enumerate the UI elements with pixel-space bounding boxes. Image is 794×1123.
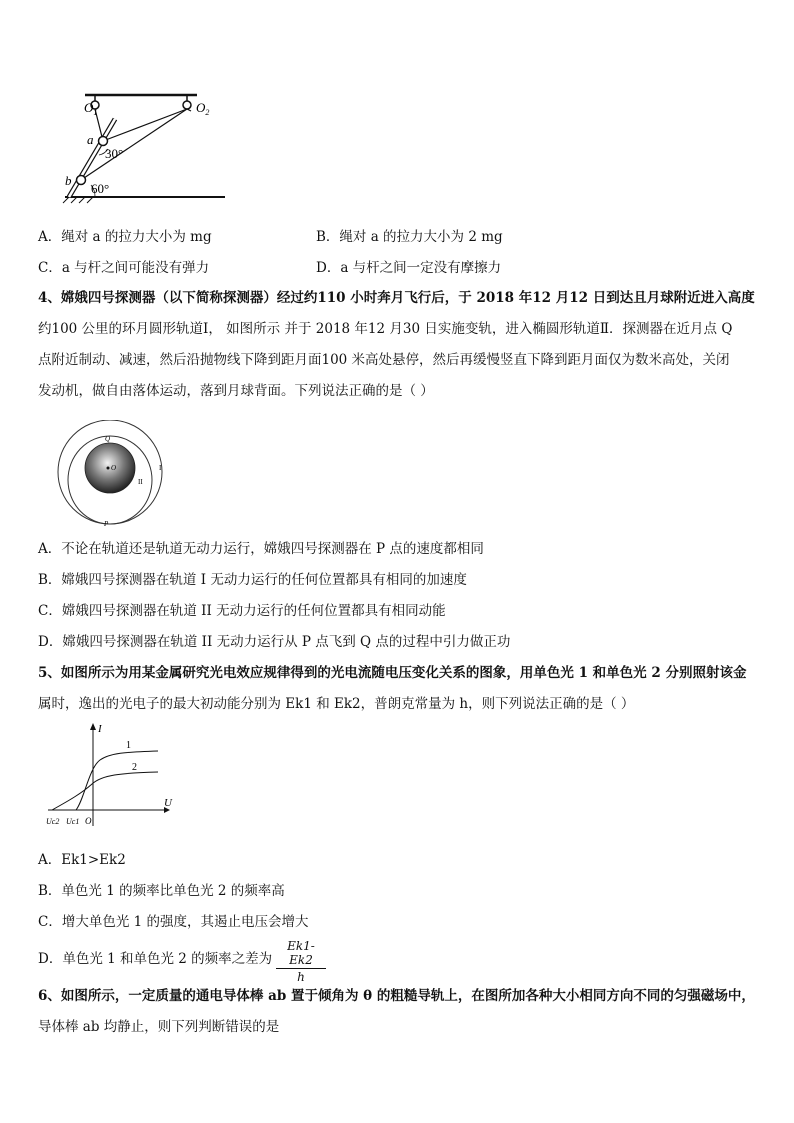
q5-axis-i: I — [98, 723, 102, 735]
q3-option-c[interactable]: C．a 与杆之间可能没有弹力 — [38, 260, 210, 276]
q5-curve-2-label: 2 — [132, 762, 137, 773]
q5-uc2-label: Uc2 — [46, 817, 60, 826]
q5-iv-graph — [40, 718, 175, 833]
q3-b-label: b — [65, 173, 72, 188]
q5-option-a[interactable]: A．Ek1>Ek2 — [38, 852, 126, 868]
q5-axis-u: U — [164, 797, 172, 809]
q4-fig-o: O — [111, 464, 117, 472]
q3-option-a[interactable]: A．绳对 a 的拉力大小为 mg — [38, 229, 212, 245]
q5-stem-line-1: 5、如图所示为用某金属研究光电效应规律得到的光电流随电压变化关系的图象，用单色光 1 和单色光 2 分别照射该金 — [38, 665, 747, 681]
q4-fig-p: P — [104, 520, 109, 528]
q4-stem-line-4: 发动机，做自由落体运动，落到月球背面。下列说法正确的是（ ） — [38, 383, 434, 399]
q4-fig-i: I — [159, 464, 162, 472]
q3-figure — [55, 85, 225, 210]
q4-stem-line-2: 约100 公里的环月圆形轨道Ⅰ， 如图所示 并于 2018 年12 月30 日实施变轨，进入椭圆形轨道Ⅱ．探测器在近月点 Q — [38, 321, 733, 337]
q3-option-b[interactable]: B．绳对 a 的拉力大小为 2 mg — [316, 229, 503, 245]
fraction-numerator: Ek1-Ek2 — [276, 939, 326, 969]
q6-stem-line-1: 6、如图所示，一定质量的通电导体棒 ab 置于倾角为 θ 的粗糙导轨上，在图所加各种大小相同方向不同的匀强磁场中， — [38, 988, 755, 1004]
q4-stem-line-3: 点附近制动、减速，然后沿抛物线下降到距月面100 米高处悬停，然后再缓慢竖直下降到距月面仅为数米高处，关闭 — [38, 352, 730, 368]
q5-origin-label: O — [85, 816, 92, 826]
q3-angle-30: 30° — [105, 146, 124, 161]
q4-option-b[interactable]: B．嫦娥四号探测器在轨道 I 无动力运行的任何位置都具有相同的加速度 — [38, 572, 467, 588]
q5-option-b[interactable]: B．单色光 1 的频率比单色光 2 的频率高 — [38, 883, 285, 899]
q3-o1-label: $O_1$ — [84, 100, 98, 117]
q4-orbit-figure — [52, 420, 177, 530]
q5-option-d[interactable]: D．单色光 1 和单色光 2 的频率之差为 — [38, 951, 273, 967]
q3-a-label: a — [87, 132, 94, 147]
q4-option-d[interactable]: D．嫦娥四号探测器在轨道 II 无动力运行从 P 点飞到 Q 点的过程中引力做正功 — [38, 634, 511, 650]
q3-option-d[interactable]: D．a 与杆之间一定没有摩擦力 — [316, 260, 502, 276]
q4-fig-ii: II — [138, 478, 143, 486]
q3-o2-label: $O_2$ — [196, 100, 210, 117]
q4-fig-q: Q — [105, 435, 111, 443]
q5-uc1-label: Uc1 — [66, 817, 80, 826]
q5-option-d-fraction — [276, 939, 326, 984]
q6-stem-line-2: 导体棒 ab 均静止，则下列判断错误的是 — [38, 1019, 280, 1035]
q4-stem-line-1: 4、嫦娥四号探测器（以下简称探测器）经过约110 小时奔月飞行后，于 2018 年12 月12 日到达且月球附近进入高度 — [38, 290, 755, 306]
q4-option-a[interactable]: A．不论在轨道还是轨道无动力运行，嫦娥四号探测器在 P 点的速度都相同 — [38, 541, 484, 557]
q5-option-c[interactable]: C．增大单色光 1 的强度，其遏止电压会增大 — [38, 914, 309, 930]
fraction-denominator: h — [297, 970, 305, 984]
q3-angle-60: 60° — [91, 181, 110, 196]
q5-curve-1-label: 1 — [126, 740, 131, 751]
q5-stem-line-2: 属时，逸出的光电子的最大初动能分别为 Ek1 和 Ek2，普朗克常量为 h，则下列说法正确的是（ ） — [38, 696, 635, 712]
q4-option-c[interactable]: C．嫦娥四号探测器在轨道 II 无动力运行的任何位置都具有相同动能 — [38, 603, 446, 619]
